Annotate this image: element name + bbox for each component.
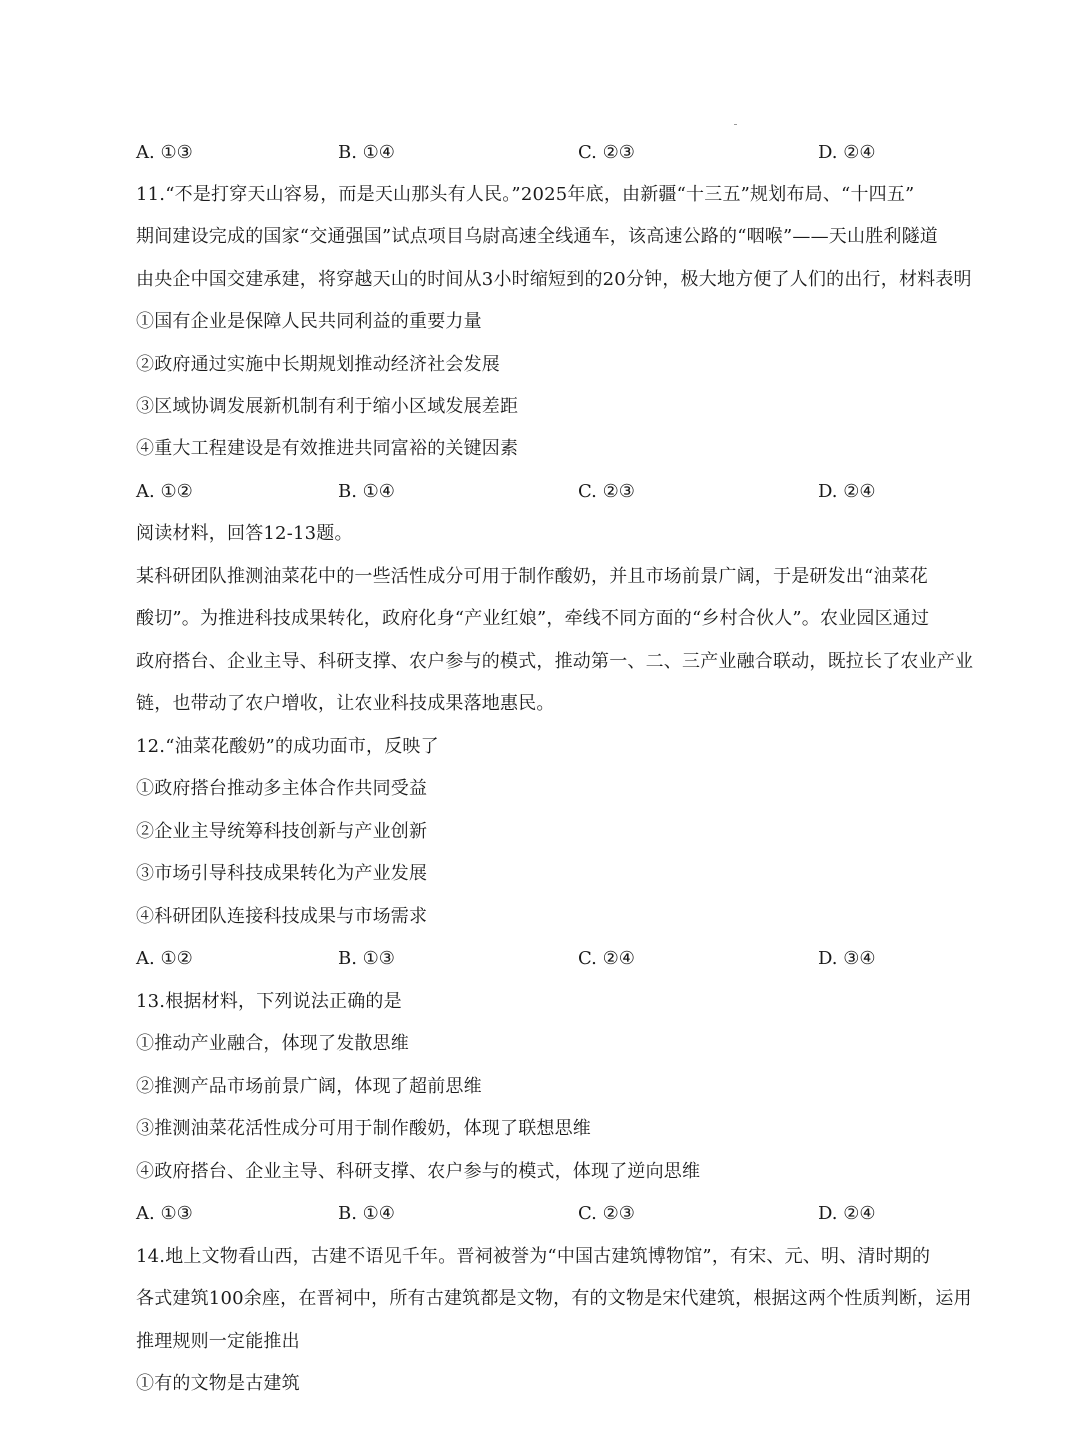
q12-item: ④科研团队连接科技成果与市场需求 [136, 906, 428, 927]
q13-stem: 13.根据材料，下列说法正确的是 [136, 991, 402, 1012]
q12-item: ②企业主导统筹科技创新与产业创新 [136, 821, 428, 842]
material-line: 链，也带动了农户增收，让农业科技成果落地惠民。 [136, 693, 555, 714]
q11-stem-line: 期间建设完成的国家“交通强国”试点项目乌尉高速全线通车，该高速公路的“咽喉”——天山胜利隧道 [136, 226, 939, 247]
q11-item: ②政府通过实施中长期规划推动经济社会发展 [136, 354, 500, 375]
q13-item: ②推测产品市场前景广阔，体现了超前思维 [136, 1076, 482, 1097]
material-line: 酸切”。为推进科技成果转化，政府化身“产业红娘”，牵线不同方面的“乡村合伙人”。农业园区通过 [136, 608, 930, 629]
q12-item: ③市场引导科技成果转化为产业发展 [136, 863, 428, 884]
q11-stem-line: 11.“不是打穿天山容易，而是天山那头有人民。”2025年底，由新疆“十三五”规划布局、“十四五” [136, 184, 915, 205]
q12-item: ①政府搭台推动多主体合作共同受益 [136, 778, 428, 799]
q13-options [0, 1202, 1080, 1226]
q12-stem: 12.“油菜花酸奶”的成功面市，反映了 [136, 736, 439, 757]
option-d: D. ②④ [818, 1203, 876, 1224]
q14-stem-line: 推理规则一定能推出 [136, 1331, 300, 1352]
q13-item: ③推测油菜花活性成分可用于制作酸奶，体现了联想思维 [136, 1118, 591, 1139]
q10-options [0, 141, 1080, 165]
q11-item: ④重大工程建设是有效推进共同富裕的关键因素 [136, 438, 519, 459]
option-b: B. ①③ [338, 948, 395, 969]
q14-item: ①有的文物是古建筑 [136, 1373, 300, 1394]
option-a: A. ①③ [136, 1203, 193, 1224]
material-intro: 阅读材料，回答12-13题。 [136, 523, 353, 544]
option-d: D. ②④ [818, 142, 876, 163]
q11-stem-line: 由央企中国交建承建，将穿越天山的时间从3小时缩短到的20分钟，极大地方便了人们的出行，材料表明 [136, 269, 972, 290]
material-line: 政府搭台、企业主导、科研支撑、农户参与的模式，推动第一、二、三产业融合联动，既拉长了农业产业 [136, 651, 974, 672]
material-line: 某科研团队推测油菜花中的一些活性成分可用于制作酸奶，并且市场前景广阔，于是研发出“油菜花 [136, 566, 928, 587]
option-b: B. ①④ [338, 142, 395, 163]
option-b: B. ①④ [338, 481, 395, 502]
q13-item: ④政府搭台、企业主导、科研支撑、农户参与的模式，体现了逆向思维 [136, 1161, 701, 1182]
option-c: C. ②③ [578, 1203, 635, 1224]
q12-options [0, 947, 1080, 971]
q11-options [0, 480, 1080, 504]
option-a: A. ①③ [136, 142, 193, 163]
q14-stem-line: 各式建筑100余座，在晋祠中，所有古建筑都是文物，有的文物是宋代建筑，根据这两个性质判断，运用 [136, 1288, 972, 1309]
option-c: C. ②③ [578, 481, 635, 502]
option-b: B. ①④ [338, 1203, 395, 1224]
q14-stem-line: 14.地上文物看山西，古建不语见千年。晋祠被誉为“中国古建筑博物馆”，有宋、元、明、清时期的 [136, 1246, 931, 1267]
option-d: D. ③④ [818, 948, 876, 969]
q11-item: ①国有企业是保障人民共同利益的重要力量 [136, 311, 482, 332]
option-a: A. ①② [136, 948, 193, 969]
option-d: D. ②④ [818, 481, 876, 502]
option-c: C. ②④ [578, 948, 635, 969]
option-a: A. ①② [136, 481, 193, 502]
option-c: C. ②③ [578, 142, 635, 163]
q11-item: ③区域协调发展新机制有利于缩小区域发展差距 [136, 396, 519, 417]
scan-speck [734, 124, 737, 125]
q13-item: ①推动产业融合，体现了发散思维 [136, 1033, 409, 1054]
